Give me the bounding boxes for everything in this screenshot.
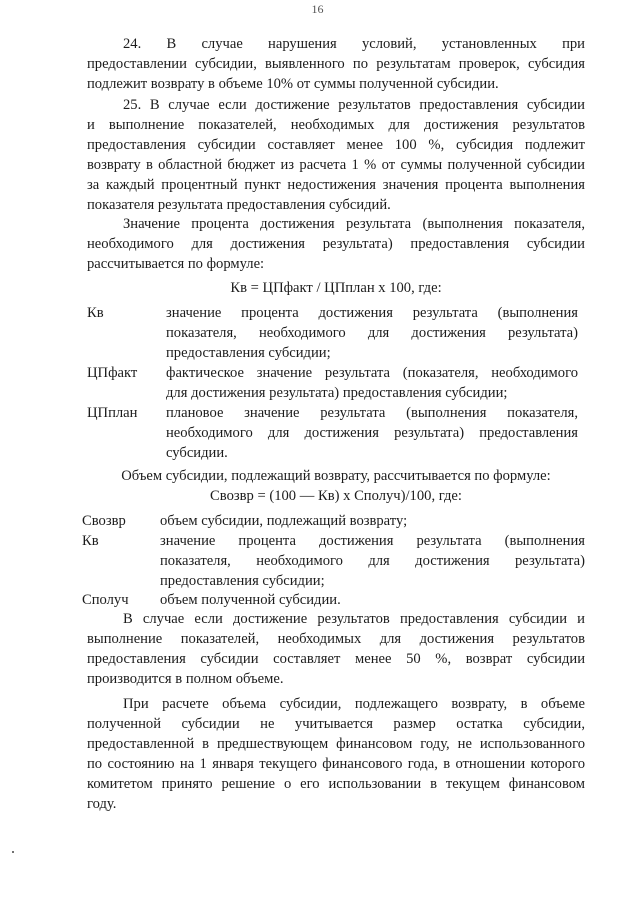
text-line: году. xyxy=(87,796,117,812)
text-line: по состоянию на 1 января текущего финансового года, в отношении которого xyxy=(87,756,585,772)
text-line: за каждый процентный пункт недостижения значения процента выполнения xyxy=(87,177,585,193)
text-line: рассчитывается по формуле: xyxy=(87,256,265,272)
text-line: предоставления субсидии; xyxy=(166,345,331,361)
text-line: подлежит возврату в объеме 10% от суммы полученной субсидии. xyxy=(87,76,499,92)
text-line: Кв xyxy=(82,533,99,549)
text-line: плановое значение результата (выполнения показателя, xyxy=(166,405,578,421)
text-line: значение процента достижения результата (выполнения xyxy=(160,533,585,549)
scan-speck xyxy=(12,851,14,853)
text-line: Сполуч xyxy=(82,592,129,608)
text-line: В случае если достижение результатов предоставления субсидии и xyxy=(123,611,585,627)
page-number: 16 xyxy=(311,2,324,16)
text-line: необходимого для достижения результата) предоставления субсидии xyxy=(87,236,585,252)
text-line: субсидии. xyxy=(166,445,228,461)
text-line: 25. В случае если достижение результатов предоставления субсидии xyxy=(123,97,585,113)
text-line: Свозвр = (100 — Кв) х Сполуч)/100, где: xyxy=(210,488,462,504)
text-line: Свозвр xyxy=(82,513,126,529)
text-line: показателя, необходимого для достижения результата) xyxy=(166,325,578,341)
text-line: выполнение показателей, необходимых для достижения результатов xyxy=(87,631,585,647)
text-line: комитетом принято решение о его использовании в текущем финансовом xyxy=(87,776,585,792)
text-line: объем субсидии, подлежащий возврату; xyxy=(160,513,408,529)
text-line: значение процента достижения результата (выполнения xyxy=(166,305,578,321)
text-line: предоставления субсидии составляет менее 100 %, субсидия подлежит xyxy=(87,137,585,153)
text-line: 24. В случае нарушения условий, установленных при xyxy=(123,36,585,52)
text-line: для достижения результата) предоставления субсидии; xyxy=(166,385,508,401)
text-line: показателя, необходимого для достижения результата) xyxy=(160,553,585,569)
text-line: возврату в областной бюджет из расчета 1 % от суммы полученной субсидии xyxy=(87,157,585,173)
text-line: Кв xyxy=(87,305,104,321)
text-line: При расчете объема субсидии, подлежащего возврату, в объеме xyxy=(123,696,585,712)
text-line: полученной субсидии не учитывается размер остатка субсидии, xyxy=(87,716,585,732)
text-line: предоставлении субсидии, выявленного по результатам проверок, субсидия xyxy=(87,56,585,72)
text-line: объем полученной субсидии. xyxy=(160,592,341,608)
text-line: предоставленной в предшествующем финансовом году, не использованного xyxy=(87,736,585,752)
text-line: и выполнение показателей, необходимых для достижения результатов xyxy=(87,117,585,133)
text-line: необходимого для достижения результата) предоставления xyxy=(166,425,578,441)
text-line: фактическое значение результата (показателя, необходимого xyxy=(166,365,578,381)
text-line: Кв = ЦПфакт / ЦПплан х 100, где: xyxy=(230,280,442,296)
text-line: показателя результата предоставления субсидий. xyxy=(87,197,391,213)
text-line: ЦПплан xyxy=(87,405,138,421)
text-line: производится в полном объеме. xyxy=(87,671,284,687)
text-line: предоставления субсидии составляет менее 50 %, возврат субсидии xyxy=(87,651,585,667)
text-line: ЦПфакт xyxy=(87,365,138,381)
text-line: предоставления субсидии; xyxy=(160,573,325,589)
text-line: Значение процента достижения результата (выполнения показателя, xyxy=(123,216,585,232)
text-line: Объем субсидии, подлежащий возврату, рассчитывается по формуле: xyxy=(121,468,551,484)
